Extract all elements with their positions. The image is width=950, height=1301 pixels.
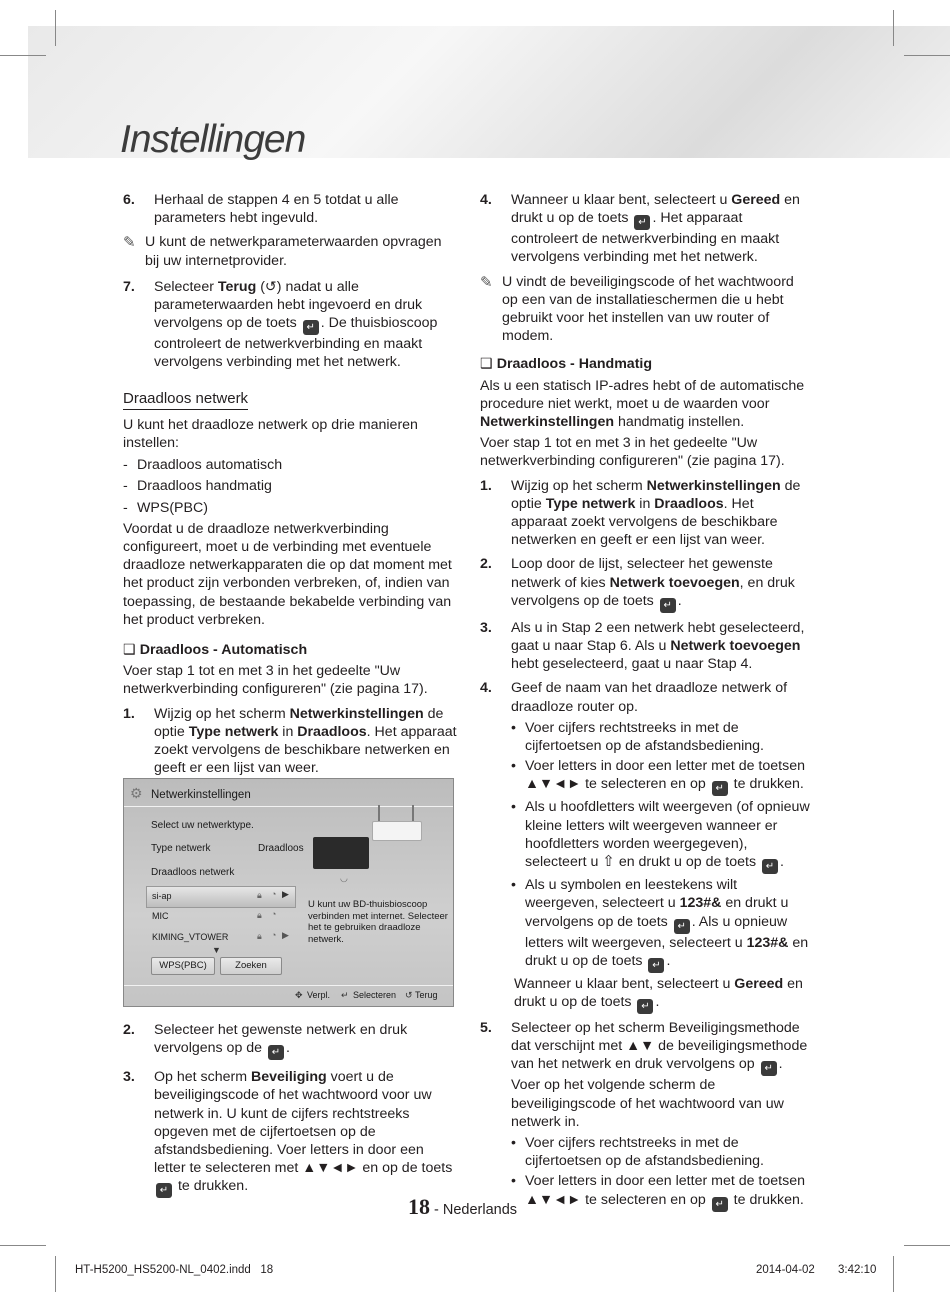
text: . (666, 952, 671, 969)
text: Wijzig op het scherm (511, 477, 647, 494)
paragraph: Voer stap 1 tot en met 3 in het gedeelte "Uw netwerkverbinding configureren" (zie pagina 17). (123, 663, 428, 698)
crop-mark (893, 10, 894, 46)
network-item[interactable]: KIMING_VTOWER (152, 932, 229, 942)
print-time: 3:42:10 (838, 1264, 877, 1276)
network-settings-screen (123, 778, 454, 1007)
text: Netwerkinstellingen (646, 477, 781, 494)
crop-mark (55, 10, 56, 46)
bullet-item: • Als u symbolen en leestekens wilt weergeven, selecteert u 123#& en drukt u vervolgens op de toets ↵. Als u opnieuw letters wilt weergeven, selecteert u 123#& en drukt u op de toets ↵. (511, 876, 810, 973)
text: . Het apparaat zoekt vervolgens de beschikbare netwerken en geeft er een lijst van weer. (511, 495, 778, 549)
text: Selecteer het gewenste netwerk en druk vervolgens op de (154, 1022, 408, 1057)
lock-icon: 🔒︎ (257, 890, 262, 900)
text: Voer letters in door een letter met de toetsen ▲▼◄► te selecteren en op (525, 758, 805, 793)
manual-step-4 (480, 679, 810, 715)
text: Wanneer u klaar bent, selecteert u (514, 975, 735, 992)
heading-text: Draadloos - Handmatig (496, 356, 653, 373)
note (480, 273, 810, 346)
gear-icon: ⚙ (130, 785, 143, 801)
text: . Als u opnieuw letters wilt weergeven, selecteert u (525, 913, 788, 951)
select-type-text: Select uw netwerktype. (151, 820, 254, 831)
text: 123#& (679, 895, 722, 912)
text: in (635, 495, 655, 512)
signal-icon: ◔ (271, 889, 277, 899)
note-text: U vindt de beveiligingscode of het wachtwoord op een van de installatieschermen die u hebt gebruikt voor het instellen van uw router of modem. (502, 273, 794, 345)
step-number: 7. (123, 278, 135, 295)
text: 123#& (746, 934, 789, 951)
wireless-label: Draadloos netwerk (151, 867, 235, 878)
pencil-icon: ✎ (123, 234, 136, 252)
enter-icon (303, 320, 319, 335)
page-title: Instellingen (120, 118, 306, 161)
step-1 (123, 705, 458, 778)
signal-icon: ◔ (271, 930, 277, 940)
text: in (278, 723, 298, 740)
bullet-item: • Voer cijfers rechtstreeks in met de cijfertoetsen op de afstandsbediening. (511, 1134, 810, 1170)
method-label: WPS(PBC) (137, 499, 208, 516)
step-2 (123, 1021, 458, 1060)
text: en drukt u op de toets (614, 854, 760, 871)
subsection-heading: ❑ Draadloos - Handmatig (480, 356, 653, 373)
enter-icon (268, 1045, 284, 1060)
subsection-heading: ❑ Draadloos - Automatisch (123, 642, 308, 659)
text: Type netwerk (188, 723, 279, 740)
nav-move: Verpl. (307, 990, 331, 1000)
network-item[interactable]: MIC (152, 911, 169, 921)
divider (124, 806, 453, 807)
text: Als u symbolen en leestekens wilt weergeven, selecteert u (525, 877, 738, 912)
note-text: U kunt de netwerkparameterwaarden opvragen bij uw internetprovider. (145, 234, 442, 269)
return-icon: ↺ (405, 990, 413, 1000)
step-number: 5. (480, 1019, 492, 1036)
step-6 (123, 191, 458, 227)
text: voert u de beveiligingscode of het wachtwoord voor uw netwerk in. U kunt de cijfers rechtstreeks opgeven met de cijfertoetsen op de afstandsbediening. Voer letters in door een letter te selecteren met ▲▼◄► en op de toets (154, 1069, 453, 1177)
enter-icon (674, 919, 690, 934)
step-number: 4. (480, 680, 492, 697)
method-label: Draadloos automatisch (137, 457, 283, 474)
step-text: Herhaal de stappen 4 en 5 totdat u alle parameters hebt ingevuld. (154, 192, 399, 227)
text: . (677, 592, 682, 609)
intro-text: U kunt het draadloze netwerk op drie manieren instellen: (123, 416, 418, 452)
paragraph: Voordat u de draadloze netwerkverbinding configureert, moet u de verbinding met eventuele draadloze netwerkapparaten die op dat moment met het product zijn verbonden verbreken, of, indien van toepassing, de bestaande bekabelde verbinding van het product verbreken. (123, 520, 452, 628)
step-number: 1. (480, 477, 492, 494)
text: en drukt u op de toets (511, 192, 800, 227)
enter-icon (648, 958, 664, 973)
bullet-item: • Als u hoofdletters wilt weergeven (of opnieuw kleine letters wilt weergeven wanneer er hoofdletters worden weergegeven), selecteert u ⇧ en drukt u op de toets ↵. (511, 798, 810, 874)
divider (124, 985, 453, 986)
text: te drukken. (174, 1178, 249, 1195)
text: te drukken. (729, 1191, 804, 1208)
step-number: 4. (480, 192, 492, 208)
crop-mark (893, 1256, 894, 1292)
text: Netwerkinstellingen (289, 705, 424, 722)
enter-icon (762, 859, 778, 874)
heading-text: Draadloos - Automatisch (139, 642, 308, 659)
text: Netwerkinstellingen (480, 414, 615, 431)
enter-icon (637, 999, 653, 1014)
step-4 (480, 191, 810, 267)
text: . De thuisbioscoop controleert de netwerkverbinding en maakt vervolgens verbinding met het netwerk. (154, 315, 438, 371)
chevron-down-icon: ▼ (212, 945, 221, 955)
network-item[interactable]: si-ap (152, 891, 172, 901)
enter-icon: ↵ (341, 990, 349, 1000)
step-3 (123, 1068, 458, 1198)
page-language: - Nederlands (430, 1202, 518, 1218)
text: . Het apparaat controleert de netwerkverbinding en maakt vervolgens verbinding met het netwerk. (511, 210, 780, 266)
right-column (480, 191, 810, 1214)
text: Wijzig op het scherm (154, 705, 290, 722)
text: Voer cijfers rechtstreeks in met de cijfertoetsen op de afstandsbediening. (525, 719, 764, 755)
enter-icon (761, 1061, 777, 1076)
bullet-item: • Voer letters in door een letter met de toetsen ▲▼◄► te selecteren en op ↵ te drukken. (511, 1172, 810, 1211)
arrow-right-icon: ▶ (282, 889, 289, 899)
text: Selecteer (154, 278, 218, 295)
step-number: 3. (123, 1069, 135, 1086)
print-date: 2014-04-02 (756, 1264, 815, 1276)
shift-icon: ⇧ (602, 853, 615, 871)
text: te drukken. (729, 776, 804, 793)
text: . (286, 1040, 290, 1057)
left-column-bottom (123, 1021, 458, 1203)
hint-text: U kunt uw BD-thuisbioscoop verbinden met internet. Selecteer het te gebruiken draadloze netwerk. (308, 899, 448, 945)
type-value[interactable]: Draadloos (258, 843, 304, 854)
text: . Voer op het volgende scherm de beveiligingscode of het wachtwoord van uw netwerk in. (511, 1056, 784, 1130)
method-label: Draadloos handmatig (137, 478, 272, 495)
pencil-icon: ✎ (480, 273, 493, 291)
text: Loop door de lijst, selecteer het gewenste netwerk of kies (511, 556, 773, 591)
step-number: 6. (123, 192, 135, 208)
manual-step-5 (480, 1019, 810, 1131)
text: Voer letters in door een letter met de toetsen ▲▼◄► te selecteren en op (525, 1173, 805, 1208)
text: Draadloos (297, 723, 367, 740)
manual-step-3 (480, 619, 810, 674)
text: en drukt u op de toets (525, 934, 809, 969)
enter-icon (712, 781, 728, 796)
lock-icon: 🔒︎ (257, 931, 262, 941)
text: Gereed (734, 975, 784, 992)
text: Netwerk toevoegen (609, 574, 740, 591)
screen-title: Netwerkinstellingen (151, 789, 251, 801)
crop-mark (0, 1245, 46, 1246)
bullet-item: • Voer cijfers rechtstreeks in met de cijfertoetsen op de afstandsbediening. (511, 719, 810, 755)
text: de optie (154, 705, 444, 740)
crop-mark (0, 55, 46, 56)
text: de optie (511, 477, 801, 512)
text: , en druk vervolgens op de toets (511, 574, 795, 609)
page-number (408, 1194, 517, 1220)
text: Beveiliging (251, 1069, 327, 1086)
list-item: - Draadloos handmatig (123, 478, 272, 495)
arrow-right-icon: ▶ (282, 930, 289, 940)
nav-select: Selecteren (353, 990, 397, 1000)
section-heading: Draadloos netwerk (123, 390, 248, 410)
crop-mark (904, 1245, 950, 1246)
file-name: HT-H5200_HS5200-NL_0402.indd 18 (75, 1264, 274, 1276)
nav-back: Terug (415, 990, 438, 1000)
antenna (412, 805, 414, 821)
text: Als u in Stap 2 een netwerk hebt geselecteerd, gaat u naar Stap 6. Als u (511, 619, 805, 655)
enter-icon (634, 215, 650, 230)
text: . (780, 854, 784, 871)
type-label: Type netwerk (151, 843, 211, 854)
wps-button[interactable]: WPS(PBC) (151, 957, 215, 975)
step-number: 2. (123, 1022, 135, 1038)
crop-mark (55, 1256, 56, 1292)
text: Draadloos (654, 495, 724, 512)
text: en drukt u op de toets (514, 975, 803, 1010)
search-button[interactable]: Zoeken (220, 957, 282, 975)
list-item: - WPS(PBC) (123, 499, 208, 516)
antenna (378, 805, 380, 821)
text: Wanneer u klaar bent, selecteert u (511, 192, 732, 208)
text: Op het scherm (154, 1069, 251, 1086)
text: hebt geselecteerd, gaat u naar Stap 4. (511, 656, 753, 673)
step-number: 2. (480, 556, 492, 573)
enter-icon (712, 1197, 728, 1212)
text: Gereed (731, 192, 781, 208)
move-icon: ✥ (295, 990, 303, 1000)
note (123, 233, 458, 269)
paragraph: Voer stap 1 tot en met 3 in het gedeelte "Uw netwerkverbinding configureren" (zie pagina 17). (480, 435, 785, 470)
paragraph (480, 377, 810, 432)
list-item: - Draadloos automatisch (123, 457, 283, 474)
text: handmatig instellen. (614, 414, 745, 431)
lock-icon: 🔒︎ (257, 910, 262, 920)
wifi-icon: ◡ (340, 873, 348, 883)
page-number-value: 18 (408, 1194, 430, 1219)
step-number: 1. (123, 705, 135, 722)
step-text: Geef de naam van het draadloze netwerk of draadloze router op. (511, 680, 788, 715)
manual-step-1 (480, 477, 810, 550)
text: Netwerk toevoegen (670, 638, 801, 655)
text: . (655, 993, 660, 1010)
manual-step-2 (480, 555, 810, 612)
text: Voer cijfers rechtstreeks in met de cijfertoetsen op de afstandsbediening. (525, 1134, 764, 1170)
enter-icon (156, 1183, 172, 1198)
text: (↺) nadat u alle parameterwaarden hebt ingevoerd en druk vervolgens op de toets (154, 278, 423, 332)
bd-player-image (313, 837, 369, 869)
signal-icon: ◔ (271, 909, 277, 919)
text: Als u hoofdletters wilt weergeven (of opnieuw kleine letters wilt weergeven wanneer er hoofdletters worden weergegeven), selecteert u (525, 799, 810, 871)
text: Selecteer op het scherm Beveiligingsmethode dat verschijnt met ▲▼ de beveiligingsmethode van het netwerk en druk vervolgens op (511, 1019, 808, 1073)
step-7 (123, 278, 458, 372)
crop-mark (904, 55, 950, 56)
text: en drukt u vervolgens op de toets (525, 895, 789, 930)
text: . Het apparaat zoekt vervolgens de beschikbare netwerken en geeft er een lijst van weer. (154, 723, 457, 777)
terug-label: Terug (217, 278, 257, 295)
step-number: 3. (480, 619, 492, 636)
text: Als u een statisch IP-adres hebt of de automatische procedure niet werkt, moet u de waarden voor (480, 377, 805, 412)
router-image (372, 821, 422, 841)
bullet-item: • Voer letters in door een letter met de toetsen ▲▼◄► te selecteren en op ↵ te drukken. (511, 757, 810, 796)
left-column (123, 191, 458, 782)
text: Type netwerk (545, 495, 636, 512)
paragraph (514, 975, 810, 1014)
enter-icon (660, 598, 676, 613)
